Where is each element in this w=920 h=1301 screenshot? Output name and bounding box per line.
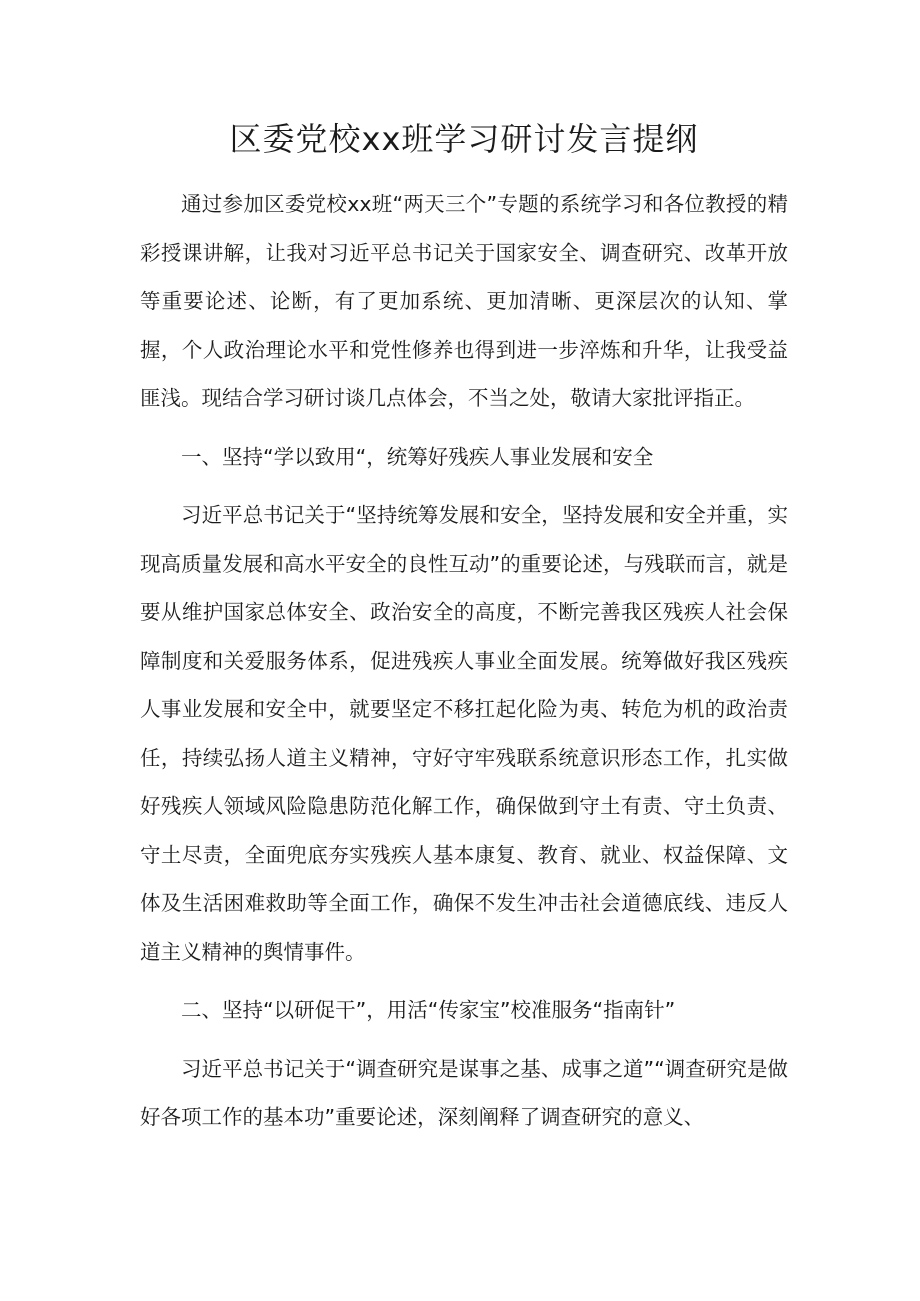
spacer xyxy=(140,481,788,491)
section-heading-2: 二、坚持“以研促干”，用活“传家宝”校准服务“指南针” xyxy=(181,998,676,1022)
section-1-paragraph: 习近平总书记关于“坚持统筹发展和安全，坚持发展和安全并重，实现高质量发展和高水平安全的良性互动”的重要论述，与残联而言，就是要从维护国家总体安全、政治安全的高度，不断完善我区残疾人社会保障制度和关爱服务体系，促进残疾人事业全面发展。统筹做好我区残疾人事业发展和安全中，就要坚定不移扛起化险为夷、转危为机的政治责任，持续弘扬人道主义精神，守好守牢残联系统意识形态工作，扎实做好残疾人领域风险隐患防范化解工作，确保做到守土有责、守土负责、守土尽责，全面兜底夯实残疾人基本康复、教育、就业、权益保障、文体及生活困难救助等全面工作，确保不发生冲击社会道德底线、违反人道主义精神的舆情事件。 xyxy=(140,503,788,964)
spacer xyxy=(140,423,788,433)
spacer xyxy=(140,170,788,180)
document-title: 区委党校xx班学习研讨发言提纲 xyxy=(229,120,699,158)
document-page xyxy=(140,108,788,1142)
section-heading-1: 一、坚持“学以致用“，统筹好残疾人事业发展和安全 xyxy=(181,444,654,469)
intro-paragraph: 通过参加区委党校xx班“两天三个”专题的系统学习和各位教授的精彩授课讲解，让我对习近平总书记关于国家安全、调查研究、改革开放等重要论述、论断，有了更加系统、更加清晰、更深层次的认知、掌握，个人政治理论水平和党性修养也得到进一步淬炼和升华，让我受益匪浅。现结合学习研讨谈几点体会，不当之处，敬请大家批评指正。 xyxy=(140,192,788,410)
spacer xyxy=(140,1035,788,1045)
section-2-paragraph: 习近平总书记关于“调查研究是谋事之基、成事之道”“调查研究是做好各项工作的基本功”重要论述，深刻阐释了调查研究的意义、 xyxy=(140,1056,788,1129)
spacer xyxy=(140,976,788,986)
